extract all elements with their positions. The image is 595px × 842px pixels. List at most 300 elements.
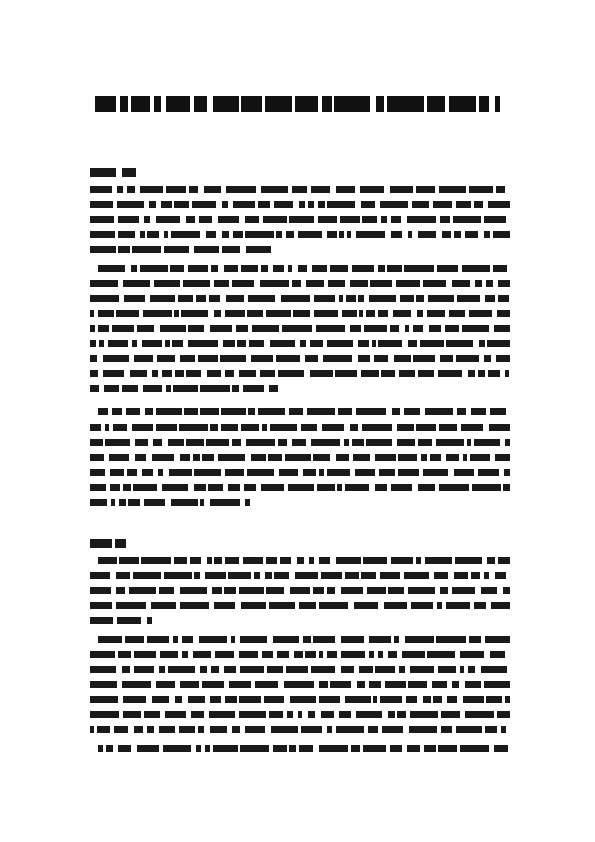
text-segment	[282, 325, 312, 332]
text-segment	[367, 587, 386, 594]
text-segment	[425, 408, 453, 415]
text-segment	[226, 295, 244, 302]
text-segment	[405, 636, 434, 643]
text-segment	[305, 355, 318, 362]
text-segment	[247, 310, 262, 317]
text-segment	[246, 439, 275, 446]
text-segment	[503, 587, 510, 594]
text-segment	[361, 572, 376, 579]
text-line	[90, 231, 510, 238]
text-segment	[268, 454, 282, 461]
text-segment	[147, 636, 170, 643]
text-segment	[449, 310, 464, 317]
text-segment	[173, 636, 177, 643]
text-segment	[375, 454, 396, 461]
text-segment	[156, 681, 175, 688]
text-segment	[299, 602, 316, 609]
text-segment	[312, 265, 327, 272]
text-segment	[153, 439, 162, 446]
text-segment	[210, 424, 217, 431]
text-segment	[370, 280, 393, 287]
text-segment	[210, 325, 232, 332]
text-segment	[116, 572, 130, 579]
text-segment	[452, 681, 459, 688]
text-segment	[90, 168, 116, 177]
text-segment	[407, 216, 436, 223]
text-segment	[233, 201, 255, 208]
text-segment	[455, 557, 482, 564]
text-segment	[144, 711, 160, 718]
text-segment	[90, 499, 107, 506]
text-segment	[133, 572, 161, 579]
text-segment	[313, 587, 324, 594]
text-segment	[390, 186, 414, 193]
text-segment	[425, 557, 452, 564]
text-segment	[505, 696, 510, 703]
text-segment	[239, 587, 264, 594]
text-segment	[359, 310, 364, 317]
text-segment	[352, 265, 374, 272]
text-segment	[247, 469, 273, 476]
text-segment	[292, 439, 306, 446]
text-segment	[423, 469, 448, 476]
text-segment	[340, 216, 360, 223]
text-segment	[424, 745, 436, 752]
text-segment	[319, 696, 340, 703]
text-segment	[498, 280, 510, 287]
text-segment	[432, 681, 447, 688]
text-segment	[154, 280, 180, 287]
text-segment	[198, 726, 204, 733]
text-segment	[265, 96, 292, 112]
text-segment	[493, 231, 510, 238]
text-segment	[484, 231, 490, 238]
text-segment	[90, 726, 94, 733]
text-segment	[119, 557, 138, 564]
text-segment	[244, 484, 256, 491]
text-segment	[239, 370, 257, 377]
text-segment	[481, 587, 498, 594]
text-segment	[226, 186, 256, 193]
text-segment	[175, 696, 182, 703]
text-line	[90, 602, 510, 609]
text-segment	[368, 726, 378, 733]
text-line	[90, 385, 278, 392]
text-line	[98, 636, 510, 643]
text-segment	[489, 424, 510, 431]
text-segment	[284, 681, 314, 688]
text-segment	[123, 696, 147, 703]
text-segment	[276, 355, 300, 362]
text-segment	[361, 370, 378, 377]
text-segment	[418, 370, 435, 377]
text-segment	[494, 325, 510, 332]
text-segment	[310, 340, 323, 347]
text-segment	[494, 745, 508, 752]
text-segment	[298, 265, 307, 272]
text-segment	[436, 439, 464, 446]
text-segment	[308, 711, 315, 718]
text-segment	[404, 265, 434, 272]
text-segment	[311, 186, 331, 193]
text-segment	[416, 557, 421, 564]
text-segment	[260, 280, 289, 287]
text-segment	[98, 408, 108, 415]
text-segment	[462, 265, 490, 272]
text-segment	[387, 265, 401, 272]
text-segment	[436, 636, 466, 643]
text-segment	[229, 681, 251, 688]
text-segment	[292, 280, 301, 287]
text-segment	[189, 186, 198, 193]
text-segment	[392, 408, 400, 415]
text-segment	[447, 696, 457, 703]
text-segment	[420, 340, 444, 347]
text-segment	[225, 469, 244, 476]
text-segment	[336, 557, 361, 564]
text-segment	[224, 265, 238, 272]
text-segment	[90, 325, 95, 332]
text-segment	[474, 602, 485, 609]
text-segment	[241, 265, 258, 272]
text-segment	[120, 96, 128, 112]
text-segment	[495, 454, 510, 461]
text-segment	[454, 231, 461, 238]
text-segment	[123, 711, 141, 718]
text-segment	[330, 681, 351, 688]
text-segment	[397, 711, 406, 718]
text-segment	[490, 408, 507, 415]
text-segment	[372, 340, 376, 347]
text-segment	[97, 726, 110, 733]
text-segment	[179, 726, 195, 733]
text-segment	[211, 666, 219, 673]
text-segment	[198, 355, 218, 362]
text-segment	[358, 295, 364, 302]
text-segment	[341, 666, 354, 673]
text-segment	[305, 651, 316, 658]
text-segment	[205, 572, 225, 579]
text-segment	[134, 726, 143, 733]
text-segment	[404, 572, 430, 579]
text-segment	[221, 424, 238, 431]
text-segment	[263, 216, 287, 223]
text-segment	[456, 355, 479, 362]
text-segment	[460, 666, 465, 673]
text-segment	[418, 231, 436, 238]
section-heading	[90, 168, 142, 177]
text-segment	[248, 408, 254, 415]
text-segment	[456, 201, 470, 208]
text-segment	[127, 469, 136, 476]
text-segment	[132, 340, 136, 347]
text-segment	[209, 711, 236, 718]
text-segment	[311, 439, 340, 446]
text-line	[98, 265, 510, 272]
text-segment	[457, 408, 466, 415]
text-segment	[288, 484, 313, 491]
text-segment	[95, 96, 116, 112]
text-segment	[143, 310, 172, 317]
text-segment	[346, 295, 356, 302]
text-segment	[147, 726, 154, 733]
text-segment	[214, 557, 222, 564]
text-segment	[310, 370, 333, 377]
text-segment	[319, 681, 328, 688]
text-segment	[286, 231, 294, 238]
text-segment	[460, 745, 490, 752]
text-segment	[382, 726, 403, 733]
text-line	[90, 216, 510, 223]
text-segment	[171, 231, 200, 238]
text-segment	[90, 231, 115, 238]
text-segment	[390, 745, 401, 752]
text-segment	[446, 340, 474, 347]
text-segment	[433, 201, 452, 208]
text-segment	[434, 572, 449, 579]
text-segment	[408, 681, 426, 688]
text-segment	[328, 280, 344, 287]
text-segment	[271, 726, 298, 733]
text-segment	[495, 572, 506, 579]
text-segment	[90, 572, 110, 579]
text-segment	[452, 587, 475, 594]
text-segment	[213, 745, 238, 752]
text-line	[90, 310, 510, 317]
text-segment	[137, 325, 154, 332]
text-segment	[90, 424, 101, 431]
text-segment	[362, 424, 392, 431]
text-segment	[90, 587, 111, 594]
text-segment	[342, 310, 357, 317]
text-segment	[495, 96, 500, 112]
text-segment	[174, 201, 189, 208]
text-segment	[485, 726, 497, 733]
text-segment	[472, 484, 501, 491]
text-segment	[248, 295, 275, 302]
text-segment	[278, 439, 288, 446]
text-segment	[208, 484, 223, 491]
text-segment	[215, 651, 234, 658]
text-segment	[413, 325, 424, 332]
text-segment	[463, 696, 484, 703]
text-segment	[137, 745, 160, 752]
text-segment	[327, 469, 349, 476]
text-segment	[398, 454, 417, 461]
text-segment	[338, 408, 352, 415]
text-segment	[418, 439, 431, 446]
text-segment	[375, 666, 395, 673]
text-segment	[224, 587, 236, 594]
text-segment	[188, 265, 208, 272]
text-segment	[269, 385, 278, 392]
text-segment	[223, 340, 235, 347]
text-segment	[140, 186, 163, 193]
text-segment	[157, 355, 175, 362]
text-segment	[369, 681, 381, 688]
text-segment	[350, 325, 361, 332]
text-segment	[327, 340, 353, 347]
text-segment	[471, 408, 486, 415]
text-segment	[266, 310, 291, 317]
text-segment	[336, 186, 355, 193]
text-segment	[193, 454, 200, 461]
text-segment	[165, 340, 170, 347]
text-segment	[131, 96, 150, 112]
text-segment	[90, 186, 112, 193]
text-segment	[265, 572, 271, 579]
text-segment	[406, 696, 417, 703]
text-segment	[355, 469, 375, 476]
text-segment	[277, 651, 289, 658]
text-segment	[200, 408, 219, 415]
text-segment	[498, 295, 509, 302]
text-line	[98, 557, 510, 564]
text-segment	[188, 696, 205, 703]
text-segment	[270, 424, 297, 431]
text-segment	[232, 385, 238, 392]
text-line	[90, 469, 510, 476]
text-segment	[405, 325, 410, 332]
text-segment	[125, 636, 144, 643]
text-segment	[165, 711, 186, 718]
text-segment	[292, 186, 307, 193]
text-segment	[474, 439, 500, 446]
text-segment	[212, 587, 221, 594]
text-segment	[300, 340, 306, 347]
text-segment	[311, 666, 335, 673]
text-segment	[116, 602, 146, 609]
text-segment	[122, 168, 136, 177]
text-segment	[388, 651, 396, 658]
text-line	[90, 572, 510, 579]
text-segment	[364, 325, 387, 332]
text-segment	[341, 636, 364, 643]
text-segment	[170, 265, 184, 272]
text-segment	[465, 231, 479, 238]
text-segment	[160, 325, 186, 332]
text-segment	[232, 726, 241, 733]
text-segment	[149, 201, 156, 208]
text-segment	[90, 696, 118, 703]
text-segment	[162, 484, 189, 491]
text-segment	[261, 186, 288, 193]
text-segment	[327, 587, 335, 594]
text-segment	[363, 557, 388, 564]
text-segment	[289, 216, 313, 223]
text-segment	[239, 696, 261, 703]
text-segment	[410, 711, 438, 718]
text-segment	[485, 295, 495, 302]
text-segment	[309, 557, 314, 564]
text-segment	[246, 246, 271, 253]
text-segment	[90, 340, 96, 347]
text-segment	[317, 484, 335, 491]
text-segment	[194, 484, 206, 491]
text-segment	[374, 355, 388, 362]
text-segment	[491, 602, 510, 609]
text-segment	[399, 370, 415, 377]
text-segment	[394, 636, 400, 643]
text-segment	[90, 454, 104, 461]
text-segment	[124, 295, 145, 302]
text-segment	[378, 340, 402, 347]
text-line	[90, 454, 510, 461]
text-segment	[289, 745, 296, 752]
text-segment	[129, 587, 156, 594]
text-segment	[228, 484, 240, 491]
text-segment	[484, 216, 506, 223]
text-segment	[258, 408, 285, 415]
text-segment	[174, 310, 179, 317]
text-segment	[117, 201, 144, 208]
text-segment	[287, 711, 293, 718]
text-segment	[319, 557, 330, 564]
text-segment	[163, 745, 191, 752]
text-segment	[123, 484, 131, 491]
text-segment	[168, 439, 184, 446]
text-segment	[313, 636, 335, 643]
text-line	[98, 408, 510, 415]
text-segment	[133, 484, 157, 491]
text-segment	[123, 280, 150, 287]
text-segment	[105, 424, 110, 431]
text-segment	[294, 651, 303, 658]
text-segment	[319, 602, 348, 609]
text-segment	[159, 587, 174, 594]
text-segment	[479, 96, 489, 112]
text-segment	[485, 636, 510, 643]
text-segment	[418, 484, 436, 491]
text-segment	[356, 408, 386, 415]
text-segment	[251, 355, 273, 362]
text-segment	[205, 745, 210, 752]
text-segment	[411, 602, 433, 609]
text-segment	[243, 385, 264, 392]
text-segment	[307, 408, 335, 415]
text-line	[90, 439, 510, 446]
text-segment	[438, 745, 457, 752]
text-segment	[164, 572, 191, 579]
text-segment	[196, 295, 206, 302]
text-segment	[202, 454, 213, 461]
text-segment	[301, 726, 322, 733]
text-segment	[303, 636, 310, 643]
text-segment	[122, 681, 151, 688]
text-segment	[439, 484, 468, 491]
text-segment	[318, 201, 325, 208]
text-segment	[337, 484, 342, 491]
text-segment	[407, 745, 421, 752]
text-segment	[158, 469, 164, 476]
text-segment	[127, 186, 136, 193]
text-segment	[463, 454, 467, 461]
text-segment	[142, 340, 163, 347]
text-segment	[267, 666, 284, 673]
text-line	[90, 499, 250, 506]
text-segment	[410, 666, 434, 673]
text-line	[90, 246, 275, 253]
text-segment	[90, 280, 118, 287]
text-segment	[224, 666, 236, 673]
text-segment	[147, 617, 152, 624]
text-segment	[202, 681, 224, 688]
text-segment	[210, 696, 222, 703]
text-segment	[199, 636, 228, 643]
text-segment	[194, 96, 208, 112]
text-segment	[103, 370, 124, 377]
text-segment	[151, 602, 177, 609]
